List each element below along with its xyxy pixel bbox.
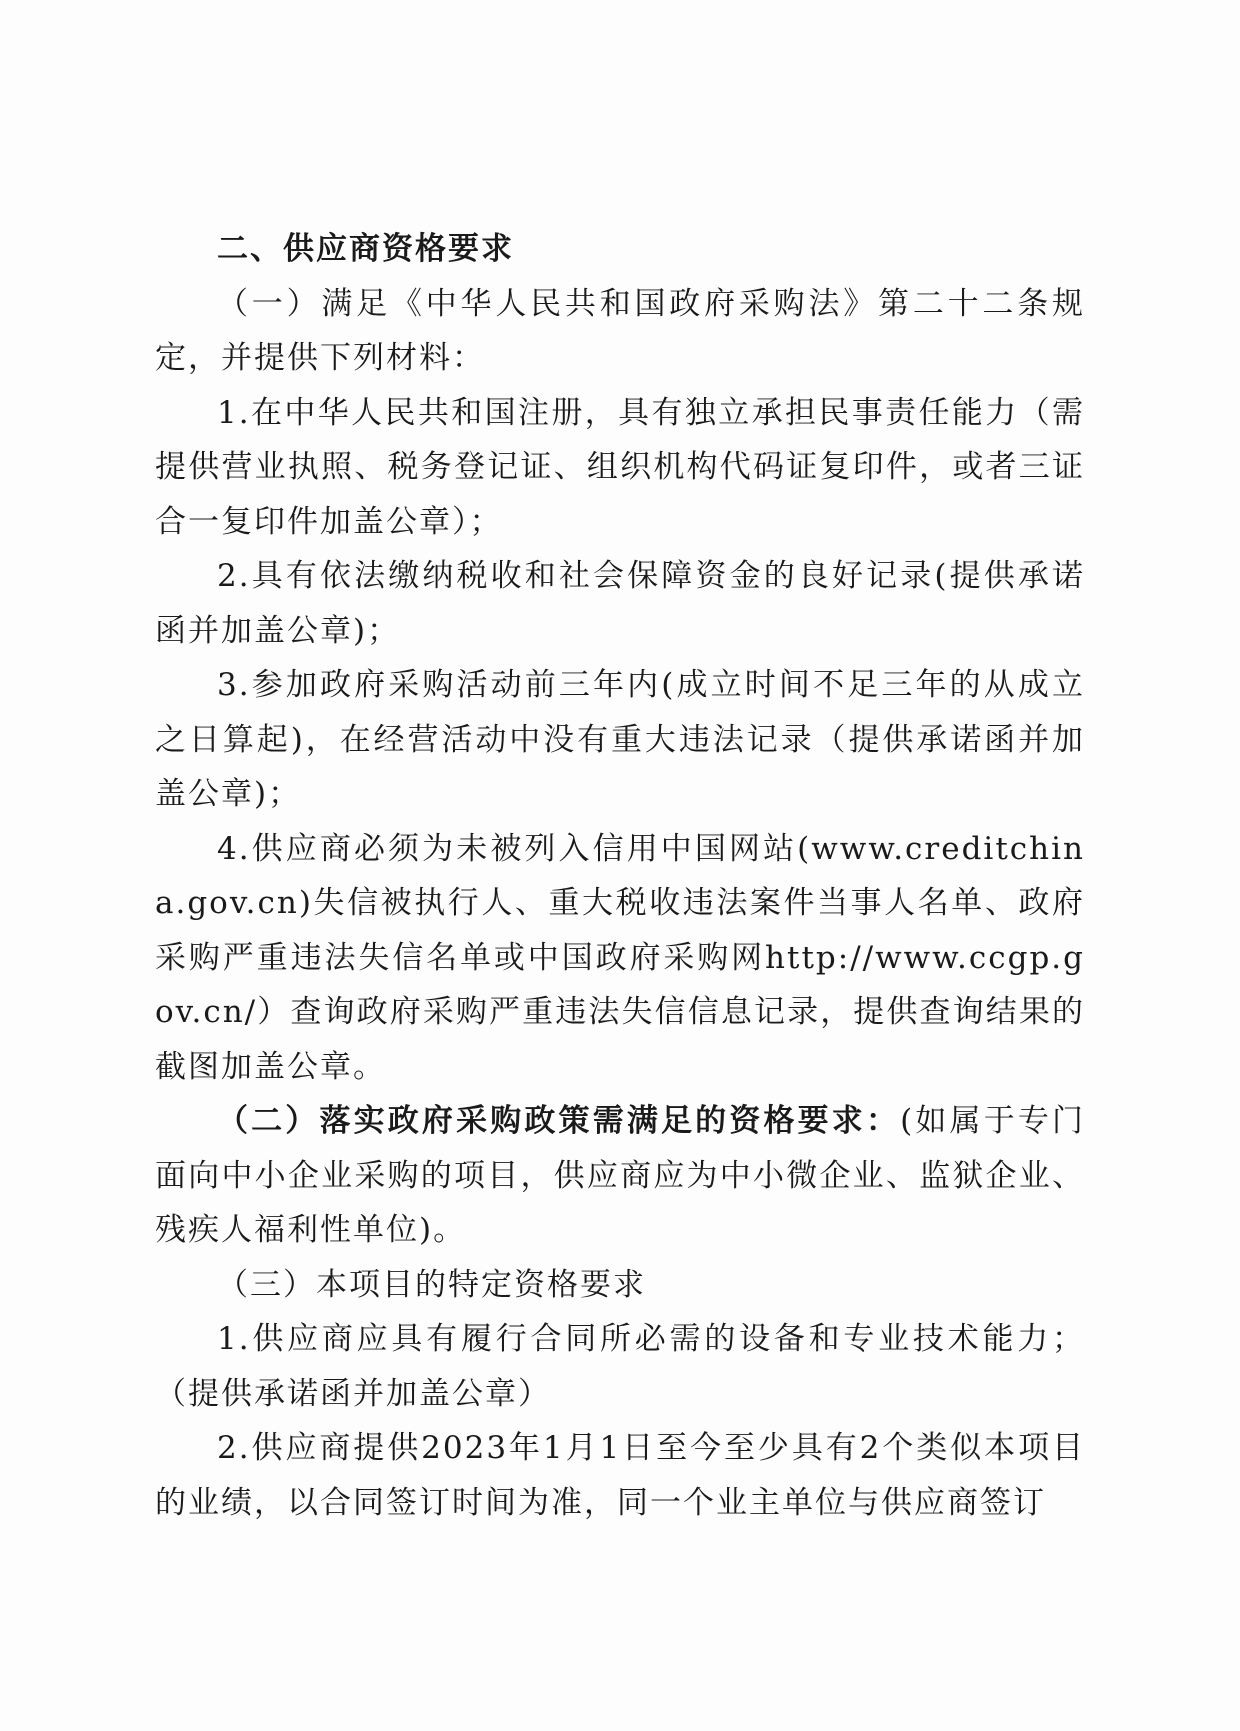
sub2-lead: （二）落实政府采购政策需满足的资格要求：	[217, 1103, 901, 1139]
paragraph-item3-1: 1.供应商应具有履行合同所必需的设备和专业技术能力；（提供承诺函并加盖公章）	[155, 1321, 1085, 1412]
paragraph-item3-2: 2.供应商提供2023年1月1日至今至少具有2个类似本项目的业绩，以合同签订时间为准，同一个业主单位与供应商签订	[155, 1430, 1085, 1521]
document-body	[155, 222, 1085, 1530]
paragraph-item3: 3.参加政府采购活动前三年内(成立时间不足三年的从成立之日算起)，在经营活动中没有重大违法记录（提供承诺函并加盖公章)；	[155, 667, 1085, 812]
paragraph-sub1: （一）满足《中华人民共和国政府采购法》第二十二条规定，并提供下列材料：	[155, 285, 1085, 376]
paragraph-sub3: （三）本项目的特定资格要求	[217, 1266, 646, 1303]
paragraph-item4: 4.供应商必须为未被列入信用中国网站(www.creditchina.gov.cn)失信被执行人、重大税收违法案件当事人名单、政府采购严重违法失信名单或中国政府采购网http://www.ccgp.gov.cn/）查询政府采购严重违法失信信息记录，提供查询结果的截图加盖公章。	[155, 830, 1085, 1085]
section-heading: 二、供应商资格要求	[217, 231, 514, 267]
paragraph-sub2	[155, 1094, 1085, 1258]
paragraph-item1: 1.在中华人民共和国注册，具有独立承担民事责任能力（需提供营业执照、税务登记证、组织机构代码证复印件，或者三证合一复印件加盖公章）；	[155, 394, 1085, 540]
paragraph-item2: 2.具有依法缴纳税收和社会保障资金的良好记录(提供承诺函并加盖公章)；	[155, 558, 1085, 649]
sub2-rest: (如属于专门面向中小企业采购的项目，供应商应为中小微企业、监狱企业、残疾人福利性单位)。	[155, 1103, 1085, 1248]
